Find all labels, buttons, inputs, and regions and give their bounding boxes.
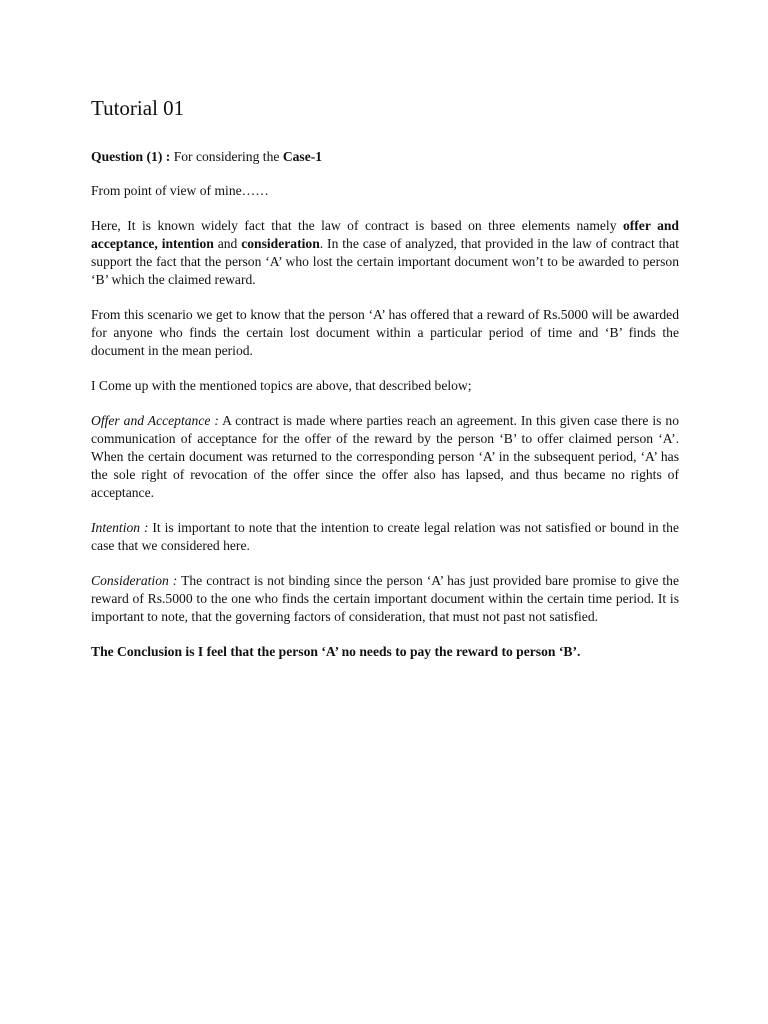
- conclusion-paragraph: The Conclusion is I feel that the person ‘A’ no needs to pay the reward to person ‘B’.: [91, 644, 581, 659]
- elements-bold-1: offer and acceptance, intention: [91, 218, 679, 251]
- question-case: Case-1: [282, 149, 323, 164]
- scenario-paragraph: From this scenario we get to know that the person ‘A’ has offered that a reward of Rs.5000 will be awarded for anyone who finds the certain lost document within a particular period of time and ‘B’ finds the document in the mean period.: [91, 307, 679, 358]
- document-title: Tutorial 01: [91, 96, 185, 120]
- elements-text-3: . In the case of analyzed, that provided in the law of contract that support the fact that the person ‘A’ who lost the certain important document won’t to be awarded to person ‘B’ which the claimed reward.: [91, 236, 679, 287]
- elements-bold-2: consideration: [241, 236, 320, 251]
- intention-paragraph: [91, 519, 679, 555]
- elements-text-1: Here, It is known widely fact that the law of contract is based on three elements namely: [91, 218, 623, 233]
- offer-text: A contract is made where parties reach an agreement. In this given case there is no communication of acceptance for the offer of the reward by the person ‘B’ to offer claimed person ‘A’. When the certain document was returned to the corresponding person ‘A’ in the subsequent period, ‘A’ has the sole right of revocation of the offer since the offer also has lapsed, and thus became no rights of acceptance.: [91, 413, 680, 500]
- consideration-label: Consideration :: [91, 573, 178, 588]
- question-text: For considering the: [170, 149, 283, 164]
- intention-text: It is important to note that the intention to create legal relation was not satisfied or bound in the case that we considered here.: [91, 520, 680, 553]
- consideration-paragraph: [91, 572, 679, 626]
- question-label: Question (1) :: [91, 149, 171, 164]
- topics-paragraph: I Come up with the mentioned topics are above, that described below;: [91, 378, 472, 393]
- offer-label: Offer and Acceptance :: [91, 413, 219, 428]
- elements-text-2: and: [213, 236, 242, 251]
- offer-paragraph: [91, 412, 679, 502]
- elements-paragraph: [91, 217, 679, 289]
- intro-paragraph: From point of view of mine……: [91, 183, 269, 198]
- question-line: [91, 148, 679, 166]
- document-page: [91, 92, 679, 678]
- consideration-text: The contract is not binding since the person ‘A’ has just provided bare promise to give the reward of Rs.5000 to the one who finds the certain important document within the certain time period. It is important to note, that the governing factors of consideration, that must not past not satisfied.: [91, 573, 679, 624]
- intention-label: Intention :: [91, 520, 149, 535]
